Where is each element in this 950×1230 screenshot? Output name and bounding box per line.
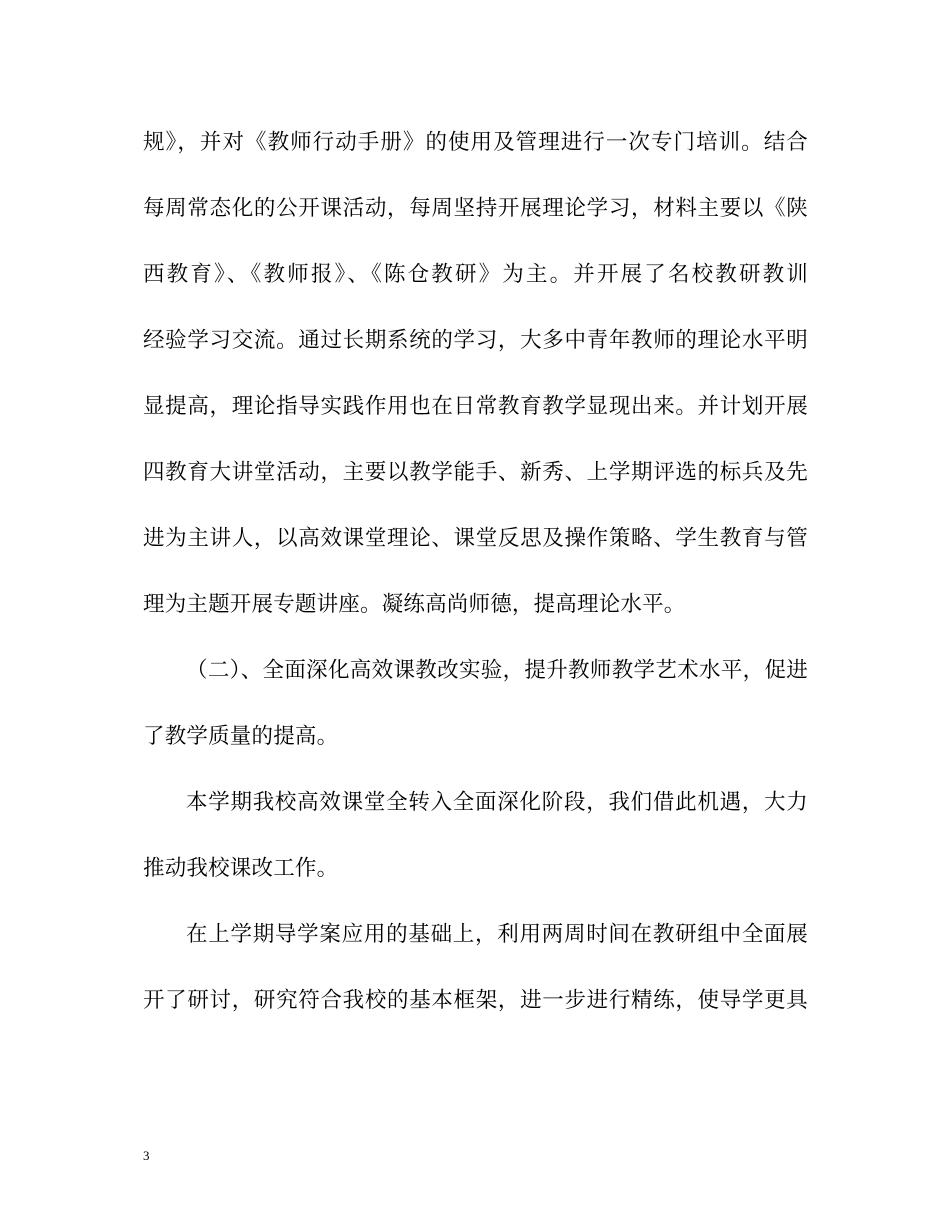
text-line: 西教育》、《教师报》、《陈仓教研》为主。并开展了名校教研教训 bbox=[143, 262, 808, 287]
text-line: 推动我校课改工作。 bbox=[143, 856, 339, 881]
section-heading-line: （二）、全面深化高效课教改实验，提升教师教学艺术水平，促进 bbox=[186, 658, 808, 683]
text-line: 理为主题开展专题讲座。凝练高尚师德，提高理论水平。 bbox=[143, 592, 686, 617]
text-line: 本学期我校高效课堂全转入全面深化阶段，我们借此机遇，大力 bbox=[186, 790, 808, 815]
section-heading-line: 了教学质量的提高。 bbox=[143, 724, 339, 749]
text-line: 显提高，理论指导实践作用也在日常教育教学显现出来。并计划开展 bbox=[143, 394, 808, 419]
text-line: 规》，并对《教师行动手册》的使用及管理进行一次专门培训。结合 bbox=[143, 130, 808, 155]
text-line: 开了研讨，研究符合我校的基本框架，进一步进行精练，使导学更具 bbox=[143, 988, 808, 1013]
text-line: 进为主讲人，以高效课堂理论、课堂反思及操作策略、学生教育与管 bbox=[143, 526, 808, 551]
page-number: 3 bbox=[143, 1148, 150, 1163]
text-line: 每周常态化的公开课活动，每周坚持开展理论学习，材料主要以《陕 bbox=[143, 196, 808, 221]
text-line: 在上学期导学案应用的基础上，利用两周时间在教研组中全面展 bbox=[186, 922, 808, 947]
text-line: 四教育大讲堂活动，主要以教学能手、新秀、上学期评选的标兵及先 bbox=[143, 460, 808, 485]
text-line: 经验学习交流。通过长期系统的学习，大多中青年教师的理论水平明 bbox=[143, 328, 808, 353]
